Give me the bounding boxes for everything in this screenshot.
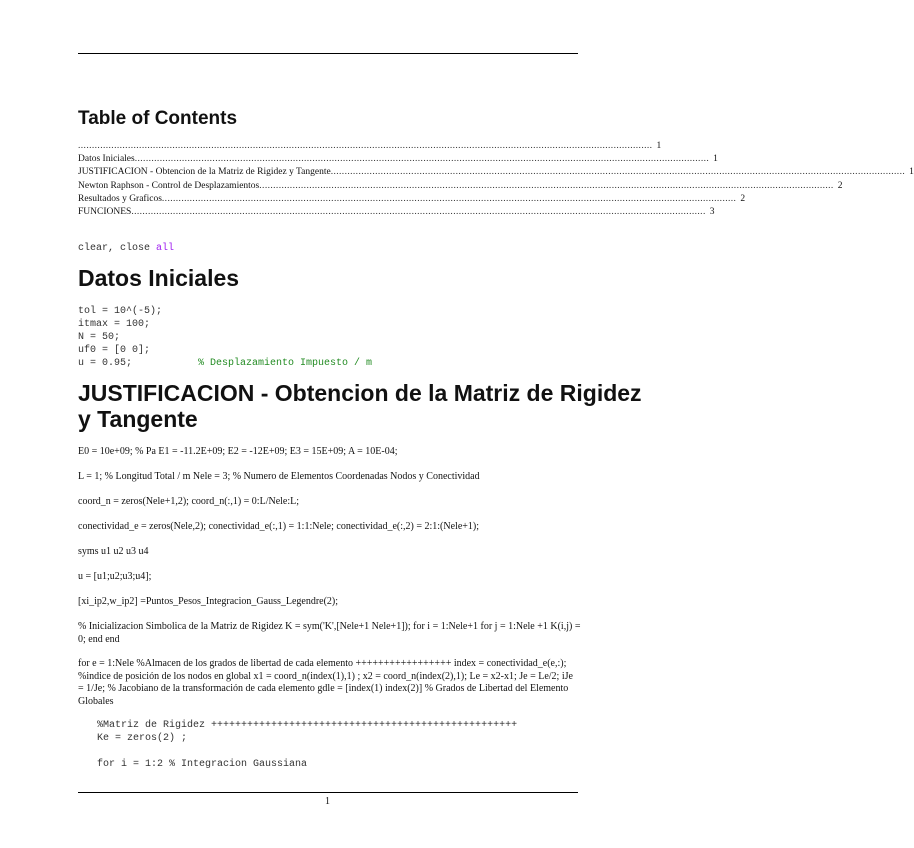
code-datos-iniciales: tol = 10^(-5); itmax = 100; N = 50; uf0 = [0 0]; u = 0.95; % Desplazamiento Impuesto / m bbox=[78, 306, 373, 369]
paragraph: syms u1 u2 u3 u4 bbox=[78, 546, 149, 557]
code-comment: % Desplazamiento Impuesto / m bbox=[198, 358, 373, 369]
paragraph: conectividad_e = zeros(Nele,2); conectividad_e(:,1) = 1:1:Nele; conectividad_e(:,2) = 2:1:(Nele+1); bbox=[78, 521, 480, 532]
toc-entry[interactable]: Newton Raphson - Control de Desplazamientos ............................................................................................................................................................................................................... 2 bbox=[78, 180, 843, 191]
section-title-datos-iniciales: Datos Iniciales bbox=[78, 265, 240, 291]
paragraph: % Inicializacion Simbolica de la Matriz de Rigidez K = sym('K',[Nele+1 Nele+1]); for i = 1:Nele+1 for j = 1:Nele +1 K(i,j) = 0; end end bbox=[78, 621, 581, 645]
paragraph: for e = 1:Nele %Almacen de los grados de libertad de cada elemento +++++++++++++++++ index = conectividad_e(e,:); %indice de posición de los nodos en global x1 = coord_n(index(1),1) ; x2 = coord_n(index(2),1); Le = x2-x1; Je = Le/2; iJe = 1/Je; % Jacobiano de la transformación de cada elemento gdle = [index(1) index(2)] % Grados de Libertad del Elemento Globales bbox=[78, 658, 573, 707]
paragraph: L = 1; % Longitud Total / m Nele = 3; % Numero de Elementos Coordenadas Nodos y Conectividad bbox=[78, 471, 480, 482]
paragraph: coord_n = zeros(Nele+1,2); coord_n(:,1) = 0:L/Nele:L; bbox=[78, 496, 300, 507]
paragraph: u = [u1;u2;u3;u4]; bbox=[78, 571, 152, 582]
page-number: 1 bbox=[325, 796, 330, 807]
paragraph: E0 = 10e+09; % Pa E1 = -11.2E+09; E2 = -12E+09; E3 = 15E+09; A = 10E-04; bbox=[78, 446, 398, 457]
code-clear: clear, close all bbox=[78, 243, 175, 254]
bottom-rule bbox=[78, 792, 578, 793]
section-title-justificacion: JUSTIFICACION - Obtencion de la Matriz de Rigidez y Tangente bbox=[78, 380, 642, 432]
toc-entry[interactable]: JUSTIFICACION - Obtencion de la Matriz de Rigidez y Tangente ............................................................................................................................................................................................................... 1 bbox=[78, 167, 914, 178]
top-rule bbox=[78, 53, 578, 54]
toc-entry[interactable]: FUNCIONES ............................................................................................................................................................................................................... 3 bbox=[78, 207, 715, 218]
code-keyword: all bbox=[156, 243, 175, 254]
toc-entry[interactable]: Resultados y Graficos ............................................................................................................................................................................................................... 2 bbox=[78, 193, 746, 204]
toc-title: Table of Contents bbox=[78, 108, 238, 129]
table-of-contents bbox=[78, 140, 914, 219]
toc-entry[interactable]: Datos Iniciales ............................................................................................................................................................................................................... 1 bbox=[78, 154, 718, 165]
paragraph: [xi_ip2,w_ip2] =Puntos_Pesos_Integracion_Gauss_Legendre(2); bbox=[78, 596, 339, 607]
toc-entry[interactable]: ............................................................................................................................................................................................................... 1 bbox=[78, 141, 662, 151]
code-block-rigidez: %Matriz de Rigidez +++++++++++++++++++++++++++++++++++++++++++++++++++ Ke = zeros(2) ; for i = 1:2 % Integracion Gaussiana bbox=[97, 720, 518, 770]
